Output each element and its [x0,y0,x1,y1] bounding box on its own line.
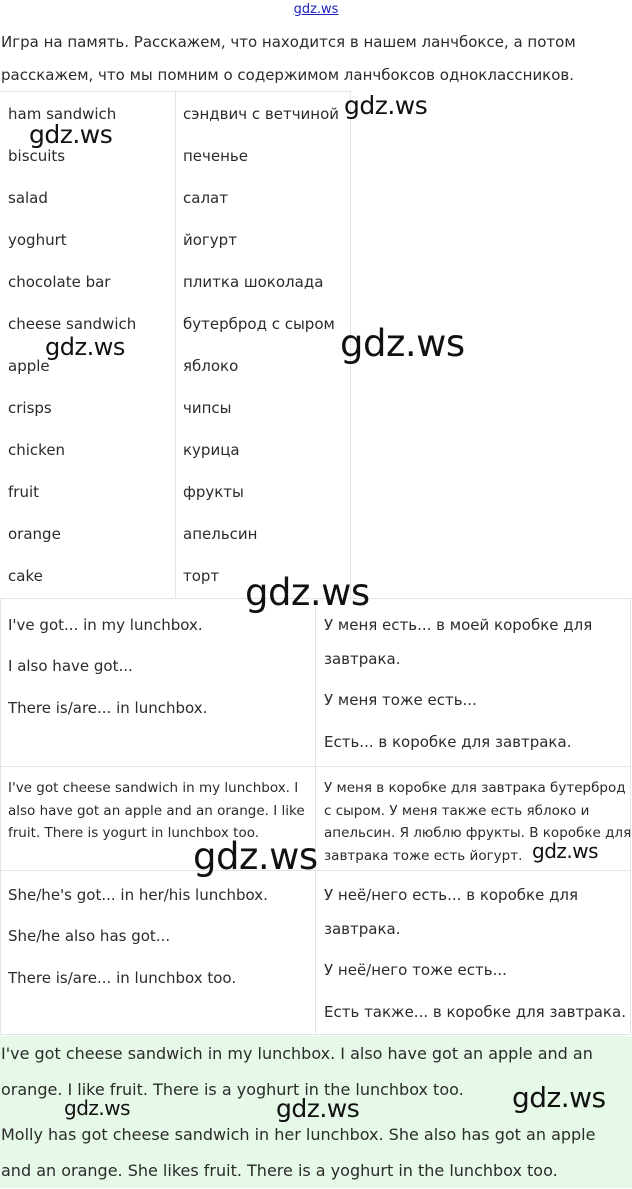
phrase-line: У меня есть... в моей коробке для [324,616,593,634]
row-divider [1,766,631,767]
phrase-line: She/he also has got... [8,927,171,945]
example-line: fruit. There is yogurt in lunchbox too. [8,825,260,841]
watermark: gdz.ws [276,1094,360,1123]
example-line: с сыром. У меня также есть яблоко и [324,802,590,819]
phrase-line: I've got... in my lunchbox. [8,616,203,634]
vocab-en: salad [8,189,48,207]
watermark: gdz.ws [512,1081,606,1114]
table-row [0,386,350,428]
phrase-line: Есть... в коробке для завтрака. [324,733,572,751]
vocab-ru: курица [183,441,240,459]
answer-line: Molly has got cheese sandwich in her lunchbox. She also has got an apple [1,1125,596,1144]
phrase-line: There is/are... in lunchbox. [8,699,208,717]
phrase-line: There is/are... in lunchbox too. [8,969,237,987]
vocab-ru: печенье [183,147,249,165]
vocab-en: cheese sandwich [8,315,137,333]
vocab-ru: фрукты [183,483,244,501]
task-intro: Игра на память. Расскажем, что находится в нашем ланчбоксе, а потом расскажем, что мы помним о содержимом ланчбоксов одноклассников. [1,33,576,84]
watermark: gdz.ws [344,91,428,120]
answer-line: I've got cheese sandwich in my lunchbox. I also have got an apple and an [1,1044,593,1063]
vocab-ru: салат [183,189,228,207]
phrase-line: У меня тоже есть... [324,691,477,709]
phrase-line: She/he's got... in her/his lunchbox. [8,886,268,904]
vocab-ru: йогурт [183,231,237,249]
example-line: also have got an apple and an orange. I like [8,802,305,819]
answer-line: and an orange. She likes fruit. There is a yoghurt in the lunchbox too. [1,1161,558,1180]
watermark: gdz.ws [29,120,113,149]
watermark: gdz.ws [245,571,370,614]
vocab-en: biscuits [8,147,66,165]
example-line: завтрака тоже есть йогурт. [324,847,523,864]
phrase-line: У неё/него есть... в коробке для [324,886,579,904]
watermark: gdz.ws [532,839,599,863]
phrase-line: Есть также... в коробке для завтрака. [324,1003,626,1021]
table-row [0,176,350,218]
vocab-en: apple [8,357,50,375]
vocab-en: ham sandwich [8,105,117,123]
phrase-line: завтрака. [324,650,401,668]
watermark: gdz.ws [193,835,318,878]
vocab-ru: апельсин [183,525,258,543]
column-divider [315,599,316,1035]
table-row [0,260,350,302]
vocab-ru: торт [183,567,220,585]
table-row [0,218,350,260]
vocab-en: yoghurt [8,231,67,249]
vocab-ru: бутерброд с сыром [183,315,335,333]
vocab-en: crisps [8,399,52,417]
vocab-en: cake [8,567,43,585]
vocab-ru: чипсы [183,399,232,417]
vocab-en: chocolate bar [8,273,111,291]
table-row [0,428,350,470]
vocab-ru: яблоко [183,357,239,375]
vocab-en: orange [8,525,61,543]
site-link[interactable]: gdz.ws [293,2,339,17]
phrase-line: У неё/него тоже есть... [324,961,507,979]
phrase-table [0,598,631,1035]
vocab-en: fruit [8,483,40,501]
example-line: У меня в коробке для завтрака бутерброд [324,780,626,796]
watermark: gdz.ws [64,1096,131,1120]
watermark: gdz.ws [45,333,125,361]
watermark: gdz.ws [340,322,465,365]
table-row [0,470,350,512]
vocab-ru: сэндвич с ветчиной [183,105,340,123]
phrase-line: I also have got... [8,657,133,675]
answer-line: orange. I like fruit. There is a yoghurt in the lunchbox too. [1,1080,464,1099]
example-line: I've got cheese sandwich in my lunchbox. I [8,780,299,796]
example-line: апельсин. Я люблю фрукты. В коробке для [324,825,632,841]
vocab-ru: плитка шоколада [183,273,324,291]
phrase-line: завтрака. [324,920,401,938]
vocab-en: chicken [8,441,66,459]
table-row [0,512,350,554]
